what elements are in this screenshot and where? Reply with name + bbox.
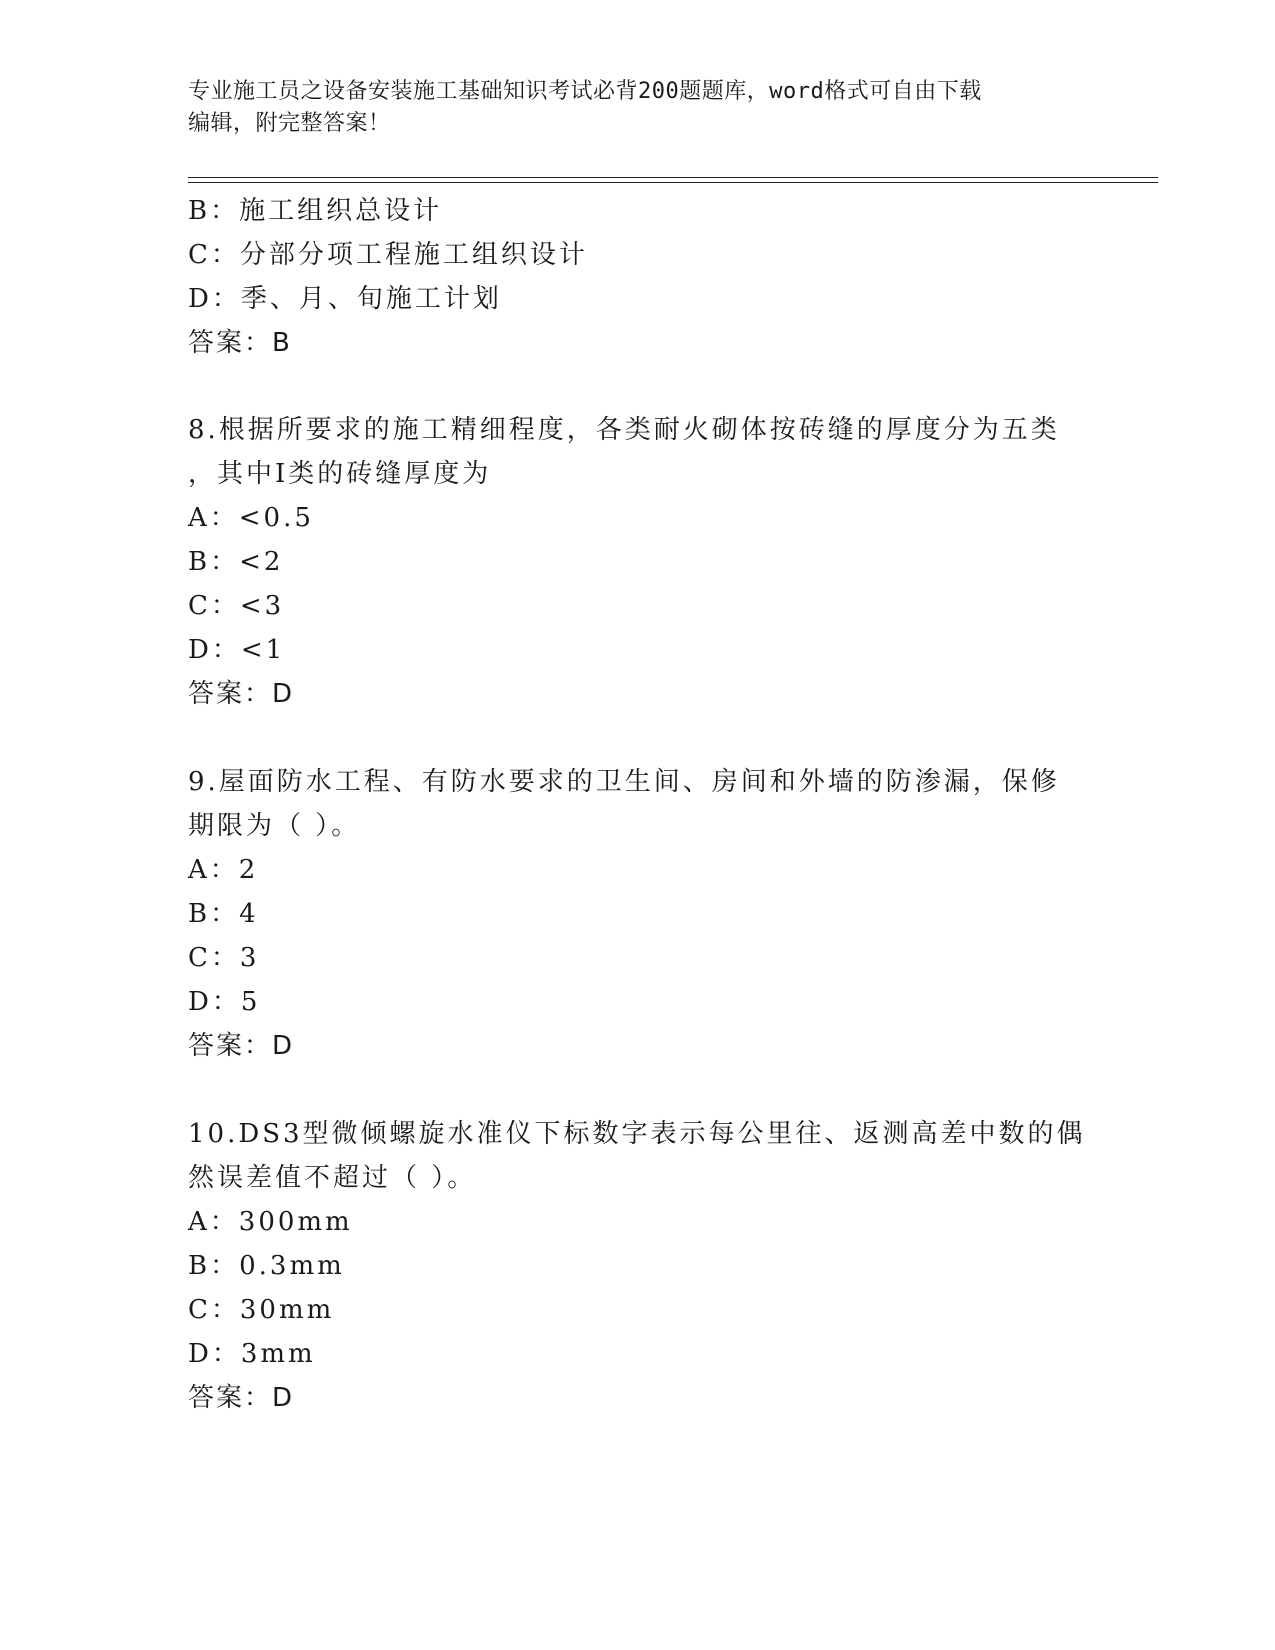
q8-answer: 答案：D <box>188 679 295 709</box>
q8-option-c: C：<3 <box>188 591 285 621</box>
q10-question-line-2: 然误差值不超过（ ）。 <box>188 1163 477 1193</box>
q8-option-a: A：<0.5 <box>188 503 314 533</box>
header-divider-top <box>188 177 1158 178</box>
header-divider-bottom <box>188 182 1158 183</box>
q7-option-c: C：分部分项工程施工组织设计 <box>188 240 588 270</box>
q7-option-b: B：施工组织总设计 <box>188 196 443 226</box>
document-header <box>188 76 1088 140</box>
q8-option-b: B：<2 <box>188 547 284 577</box>
q10-option-d: D：3mm <box>188 1339 316 1369</box>
q10-answer: 答案：D <box>188 1383 295 1413</box>
q7-answer: 答案：B <box>188 328 292 358</box>
q8-question-line-2: ，其中Ⅰ类的砖缝厚度为 <box>188 459 492 489</box>
q9-option-b: B：4 <box>188 899 259 929</box>
header-line-2: 编辑，附完整答案！ <box>188 111 391 136</box>
header-line-1: 专业施工员之设备安装施工基础知识考试必背200题题库，word格式可自由下载 <box>188 79 982 104</box>
q9-option-c: C：3 <box>188 943 260 973</box>
q9-question-line-2: 期限为（ ）。 <box>188 811 361 841</box>
q10-option-c: C：30mm <box>188 1295 335 1325</box>
q9-option-a: A：2 <box>188 855 259 885</box>
q8-option-d: D：<1 <box>188 635 286 665</box>
q9-option-d: D：5 <box>188 987 261 1017</box>
q9-question-line-1: 9.屋面防水工程、有防水要求的卫生间、房间和外墙的防渗漏，保修 <box>188 767 1060 797</box>
q10-question-line-1: 10.DS3型微倾螺旋水准仪下标数字表示每公里往、返测高差中数的偶 <box>188 1119 1086 1149</box>
q10-option-b: B：0.3mm <box>188 1251 345 1281</box>
q10-option-a: A：300mm <box>188 1207 353 1237</box>
q8-question-line-1: 8.根据所要求的施工精细程度，各类耐火砌体按砖缝的厚度分为五类 <box>188 415 1060 445</box>
q9-answer: 答案：D <box>188 1031 295 1061</box>
q7-option-d: D：季、月、旬施工计划 <box>188 284 502 314</box>
